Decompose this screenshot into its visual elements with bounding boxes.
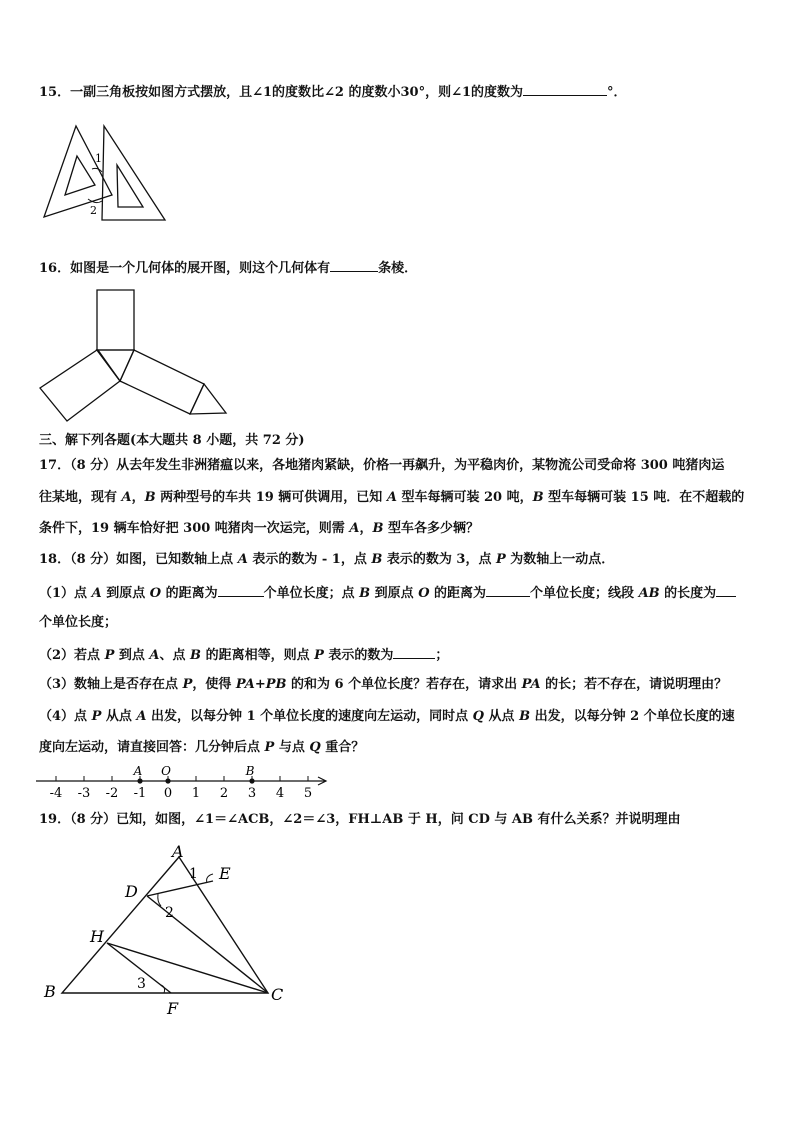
q18-text: 出发，以每分钟 2 个单位长度的速	[530, 709, 735, 724]
q18-var: B	[359, 586, 371, 601]
q18-text: （4）点	[39, 709, 92, 724]
q15-number: 15．	[39, 85, 71, 100]
number-line-tick-label: 0	[163, 786, 173, 801]
q18-var: P	[264, 740, 275, 755]
q18-var: B	[190, 648, 202, 663]
number-line-tick-label: -3	[77, 786, 91, 801]
q17-text: 型车每辆可装 15 吨．在不超载的	[543, 490, 745, 505]
q18-text: 重合？	[320, 740, 365, 755]
q18-var: B	[371, 552, 383, 567]
number-line-tick-label: -1	[133, 786, 147, 801]
q18-var: A	[237, 552, 248, 567]
label-c: C	[271, 985, 284, 1004]
q18-text: 的距离为	[161, 586, 218, 601]
q16-stem: 如图是一个几何体的展开图，则这个几何体有	[70, 261, 331, 276]
q18-part-4-cont	[39, 738, 364, 758]
q17-var-a: A	[386, 490, 397, 505]
q18-var: P	[314, 648, 324, 663]
q18-text: 到原点	[101, 586, 150, 601]
q18-var: A	[149, 648, 160, 663]
q18-text: 的长；若不存在，请说明理由？	[540, 677, 728, 692]
q15-answer-blank	[523, 81, 607, 96]
q18-text: 表示的数为 - 1，点	[247, 552, 372, 567]
q18-text: ，使得	[192, 677, 236, 692]
q18-text: 与点	[274, 740, 310, 755]
q18-part-1	[39, 582, 736, 604]
q18-var: A	[136, 709, 147, 724]
q15-stem: 一副三角板按如图方式摆放，且∠1的度数比∠2 的度数小30°，则∠1的度数为	[70, 85, 524, 100]
q17-line-3	[39, 519, 479, 539]
q18-number-line	[36, 764, 336, 804]
number-line-point-label: B	[245, 764, 255, 778]
number-line-tick-label: 3	[247, 786, 257, 801]
q18-var: O	[149, 586, 162, 601]
q17-text: ，	[359, 521, 373, 536]
angle-1-label: 1	[189, 866, 198, 882]
q18-var: A	[91, 586, 102, 601]
q18-var: P	[104, 648, 115, 663]
q16-text	[39, 257, 417, 279]
q18-part-2	[39, 644, 448, 666]
q18-text: 出发，以每分钟 1 个单位长度的速度向左运动，同时点	[146, 709, 473, 724]
q17-text: 往某地，现有	[39, 490, 122, 505]
q18-text: 的和为 6 个单位长度？若存在，请求出	[286, 677, 522, 692]
q18-text: 个单位长度；线段	[530, 586, 639, 601]
q17-text: ，	[131, 490, 145, 505]
q15-text	[39, 81, 627, 103]
q18-var: P	[182, 677, 193, 692]
angle-3-label: 3	[137, 976, 146, 992]
q18-var: AB	[638, 586, 660, 601]
label-d: D	[125, 882, 138, 901]
q18-var: O	[418, 586, 430, 601]
q18-text: （3）数轴上是否存在点	[39, 677, 183, 692]
q18-text: ；	[435, 648, 449, 663]
q16-net-figure	[38, 287, 238, 427]
q18-text: 表示的数为 3，点	[382, 552, 496, 567]
number-line-point-a	[137, 778, 142, 783]
q18-text: 的距离为	[429, 586, 487, 601]
q17-var-a: A	[349, 521, 360, 536]
q16-number: 16．	[39, 261, 71, 276]
q18-text: 的距离相等，则点	[201, 648, 315, 663]
q18-var: Q	[472, 709, 484, 724]
q18-part-4	[39, 707, 735, 727]
q17-var-a: A	[121, 490, 132, 505]
number-line-point-label: O	[161, 764, 171, 778]
q18-blank	[218, 582, 264, 597]
q18-text: 度向左运动，请直接回答：几分钟后点	[39, 740, 265, 755]
number-line-point-label: A	[133, 764, 143, 778]
q18-var: B	[519, 709, 531, 724]
q18-var: Q	[309, 740, 321, 755]
q18-text: （1）点	[39, 586, 92, 601]
q16-answer-blank	[330, 257, 378, 272]
q17-text: 两种型号的车共 19 辆可供调用，已知	[155, 490, 387, 505]
number-line-tick-label: 4	[275, 786, 285, 801]
q17-var-b: B	[532, 490, 544, 505]
q18-text: 表示的数为	[323, 648, 394, 663]
number-line-tick-label: 5	[303, 786, 313, 801]
q18-blank	[393, 644, 435, 659]
q18-var: PA	[235, 677, 255, 692]
label-f: F	[167, 999, 179, 1018]
q18-text: （2）若点	[39, 648, 105, 663]
q18-text: 的长度为	[659, 586, 717, 601]
q15-set-squares-figure	[42, 121, 172, 226]
q15-stem-end: °．	[607, 85, 627, 100]
q17-text: 型车各多少辆？	[383, 521, 479, 536]
angle-2-label: 2	[165, 905, 174, 921]
number-line-tick-label: 1	[191, 786, 201, 801]
number-line-tick-label: -4	[49, 786, 63, 801]
q17-text: 型车每辆可装 20 吨，	[396, 490, 533, 505]
q18-text: 、点	[159, 648, 191, 663]
q16-stem-end: 条棱．	[378, 261, 418, 276]
q17-text: 条件下，19 辆车恰好把 300 吨猪肉一次运完，则需	[39, 521, 350, 536]
q18-blank	[716, 582, 736, 597]
label-e: E	[219, 864, 231, 883]
q18-blank	[486, 582, 530, 597]
q15-angle-1-label: 1	[95, 152, 102, 165]
q18-var: PB	[265, 677, 287, 692]
number-line-tick-label: -2	[105, 786, 119, 801]
q18-line-1	[39, 550, 614, 570]
q18-part-1-cont: 个单位长度；	[39, 615, 118, 630]
q17-var-b: B	[144, 490, 156, 505]
number-line-point-o	[165, 778, 170, 783]
triangle-abc	[62, 857, 268, 993]
label-h: H	[90, 927, 104, 946]
segment-hc	[107, 943, 268, 993]
q18-text: 从点	[484, 709, 520, 724]
q18-text: 个单位长度；点	[263, 586, 360, 601]
q18-text: 从点	[101, 709, 137, 724]
section-3-heading: 三、解下列各题(本大题共 8 小题，共 72 分)	[39, 433, 305, 448]
q18-text: 到点	[114, 648, 150, 663]
q18-var: P	[495, 552, 506, 567]
q18-var: PA	[521, 677, 541, 692]
q19-text: 19．（8 分）已知，如图，∠1＝∠ACB，∠2＝∠3，FH⊥AB 于 H，问 CD 与 AB 有什么关系？并说明理由	[39, 812, 681, 827]
q19-triangle-figure	[40, 840, 300, 1030]
q18-text: 18．（8 分）如图，已知数轴上点	[39, 552, 238, 567]
q18-var: P	[91, 709, 102, 724]
q18-part-3	[39, 675, 727, 695]
q18-text: 为数轴上一动点．	[505, 552, 615, 567]
q17-line-1: 17．（8 分）从去年发生非洲猪瘟以来，各地猪肉紧缺，价格一再飙升，为平稳肉价，某物流公司受命将 300 吨猪肉运	[39, 458, 725, 473]
label-a: A	[172, 842, 184, 861]
q17-line-2	[39, 488, 744, 508]
q18-text: +	[254, 677, 266, 692]
q15-angle-2-label: 2	[90, 204, 97, 217]
q17-var-b: B	[372, 521, 384, 536]
label-b: B	[44, 982, 56, 1001]
number-line-point-b	[249, 778, 254, 783]
q18-text: 到原点	[370, 586, 419, 601]
number-line-tick-label: 2	[219, 786, 229, 801]
